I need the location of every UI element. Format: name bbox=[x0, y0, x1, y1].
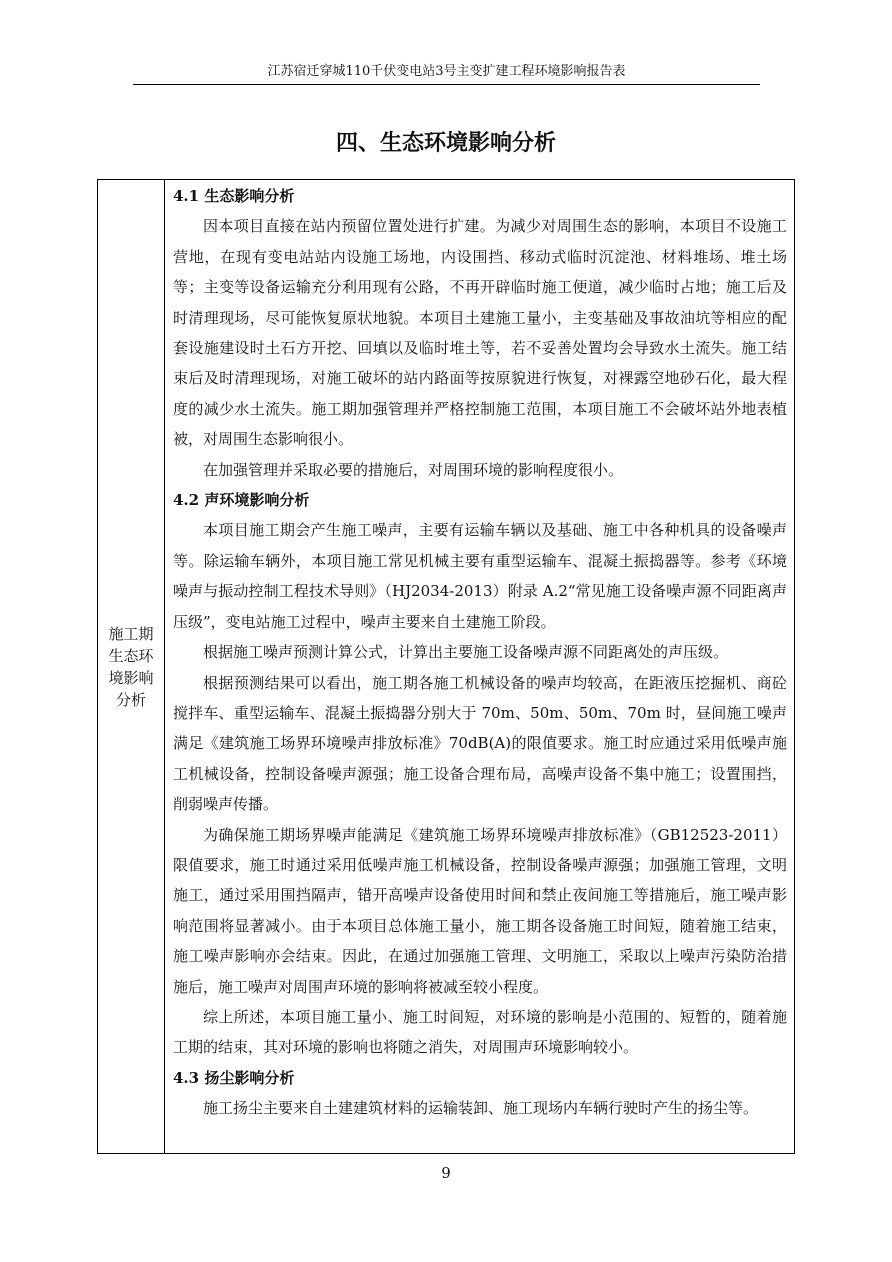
paragraph: 综上所述，本项目施工量小、施工时间短，对环境的影响是小范围的、短暂的，随着施工期的结束，其对环境的影响也将随之消失，对周围声环境影响较小。 bbox=[173, 1007, 787, 1057]
paragraph: 为确保施工期场界噪声能满足《建筑施工场界环境噪声排放标准》（GB12523-2011）限值要求，施工时通过采用低噪声施工机械设备，控制设备噪声源强；加强施工管理，文明施工，通过采用围挡隔声，错开高噪声设备使用时间和禁止夜间施工等措施后，施工噪声影响范围将显著减小。由于本项目总体施工量小，施工期各设备施工时间短，随着施工结束，施工噪声影响亦会结束。因此，在通过加强施工管理、文明施工，采取以上噪声污染防治措施后，施工噪声对周围声环境的影响将被减至较小程度。 bbox=[173, 825, 787, 996]
analysis-table bbox=[97, 179, 795, 1154]
row-label: 施工期生态环境影响分析 bbox=[108, 624, 154, 709]
heading-dust: 4.3 扬尘影响分析 bbox=[173, 1068, 295, 1087]
heading-noise: 4.2 声环境影响分析 bbox=[173, 491, 310, 510]
paragraph: 因本项目直接在站内预留位置处进行扩建。为减少对周围生态的影响，本项目不设施工营地，在现有变电站站内设施工场地，内设围挡、移动式临时沉淀池、材料堆场、堆土场等；主变等设备运输充分利用现有公路，不再开辟临时施工便道，减少临时占地；施工后及时清理现场，尽可能恢复原状地貌。本项目土建施工量小，主变基础及事故油坑等相应的配套设施建设时土石方开挖、回填以及临时堆土等，若不妥善处置均会导致水土流失。施工结束后及时清理现场，对施工破坏的站内路面等按原貌进行恢复，对裸露空地砂石化，最大程度的减少水土流失。施工期加强管理并严格控制施工范围，本项目施工不会破坏站外地表植被，对周围生态影响很小。 bbox=[173, 217, 787, 449]
section-title: 四、生态环境影响分析 bbox=[335, 131, 556, 156]
paragraph: 根据预测结果可以看出，施工期各施工机械设备的噪声均较高，在距液压挖掘机、商砼搅拌车、重型运输车、混凝土振捣器分别大于 70m、50m、50m、70m 时，昼间施工噪声满足《建筑施工场界环境噪声排放标准》70dB(A)的限值要求。施工时应通过采用低噪声施工机械设备，控制设备噪声源强；施工设备合理布局，高噪声设备不集中施工；设置围挡，削弱噪声传播。 bbox=[173, 673, 787, 814]
content-cell bbox=[165, 180, 794, 1153]
paragraph: 在加强管理并采取必要的措施后，对周围环境的影响程度很小。 bbox=[203, 460, 624, 479]
paragraph: 施工扬尘主要来自土建建筑材料的运输装卸、施工现场内车辆行驶时产生的扬尘等。 bbox=[203, 1099, 759, 1118]
paragraph: 根据施工噪声预测计算公式，计算出主要施工设备噪声源不同距离处的声压级。 bbox=[203, 643, 729, 662]
heading-ecology: 4.1 生态影响分析 bbox=[173, 187, 295, 205]
paragraph: 本项目施工期会产生施工噪声，主要有运输车辆以及基础、施工中各种机具的设备噪声等。除运输车辆外，本项目施工常见机械主要有重型运输车、混凝土振捣器等。参考《环境噪声与振动控制工程技术导则》（HJ2034-2013）附录 A.2“常见施工设备噪声源不同距离声压级”，变电站施工过程中，噪声主要来自土建施工阶段。 bbox=[173, 521, 787, 631]
page-number: 9 bbox=[441, 1164, 451, 1182]
row-label-cell bbox=[98, 180, 165, 1153]
document-header: 江苏宿迁穿城110千伏变电站3号主变扩建工程环境影响报告表 bbox=[133, 63, 760, 85]
